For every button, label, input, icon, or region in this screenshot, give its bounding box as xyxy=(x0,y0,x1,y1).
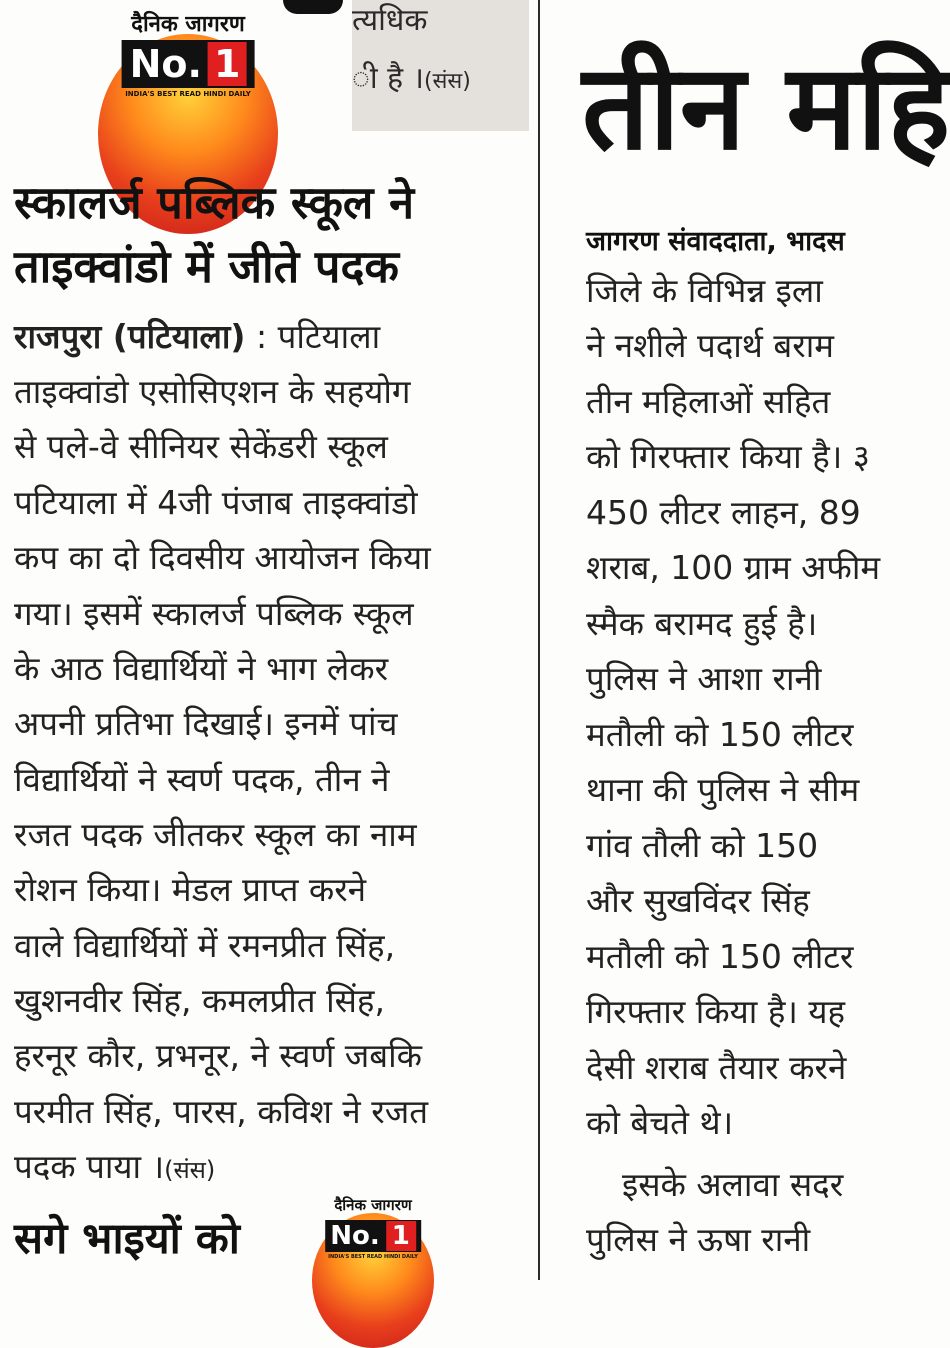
logo-one: 1 xyxy=(208,42,246,86)
right-article-line: को गिरफ्तार किया है। ३ xyxy=(586,437,870,476)
right-article-line: गिरफ्तार किया है। यह xyxy=(586,992,846,1031)
article-credit: (संस) xyxy=(164,1156,216,1184)
left-article-line: राजपुरा (पटियाला) : पटियाला xyxy=(14,317,381,356)
left-article-line: कप का दो दिवसीय आयोजन किया xyxy=(14,538,431,577)
right-article-line: ने नशीले पदार्थ बराम xyxy=(586,326,834,365)
right-article-line: पुलिस ने ऊषा रानी xyxy=(586,1220,811,1259)
cropped-graphic xyxy=(283,0,343,14)
logo-brand: दैनिक जागरण xyxy=(131,12,245,37)
logo-tagline: INDIA'S BEST READ HINDI DAILY xyxy=(125,90,251,98)
right-article-line: को बेचते थे। xyxy=(586,1103,734,1142)
right-article-line: और सुखविंदर सिंह xyxy=(586,881,810,920)
right-article-line: जिले के विभिन्न इला xyxy=(586,271,823,310)
right-article-line: थाना की पुलिस ने सीम xyxy=(586,770,860,809)
right-article-line: शराब, 100 ग्राम अफीम xyxy=(586,548,881,587)
left-article-line: रोशन किया। मेडल प्राप्त करने xyxy=(14,870,367,909)
logo-number-one xyxy=(325,1220,421,1252)
adjacent-article-snippet xyxy=(352,0,529,131)
snippet-credit: (संस) xyxy=(423,69,471,94)
left-article-line: से पले-वे सीनियर सेकेंडरी स्कूल xyxy=(14,427,388,466)
snippet-line: त्यधिक xyxy=(352,3,428,38)
right-article-line: गांव तौली को 150 xyxy=(586,826,819,865)
right-article-line: देसी शराब तैयार करने xyxy=(586,1048,847,1087)
left-article-line: खुशनवीर सिंह, कमलप्रीत सिंह, xyxy=(14,981,385,1020)
left-article-line: हरनूर कौर, प्रभनूर, ने स्वर्ण जबकि xyxy=(14,1036,423,1075)
right-article-line: स्मैक बरामद हुई है। xyxy=(586,604,818,643)
left-article-line: विद्यार्थियों ने स्वर्ण पदक, तीन ने xyxy=(14,760,390,799)
left-article-line: परमीत सिंह, पारस, कविश ने रजत xyxy=(14,1092,429,1131)
left-article-line: ताइक्वांडो एसोसिएशन के सहयोग xyxy=(14,372,411,411)
logo-one: 1 xyxy=(386,1221,416,1251)
right-article-line: 450 लीटर लाहन, 89 xyxy=(586,493,861,532)
left-article-line: वाले विद्यार्थियों में रमनप्रीत सिंह, xyxy=(14,926,396,965)
right-article-line: मतौली को 150 लीटर xyxy=(586,715,854,754)
logo-no: No. xyxy=(330,1221,380,1251)
logo-number-one xyxy=(122,40,255,88)
dateline: राजपुरा (पटियाला) xyxy=(14,317,246,356)
left-article-line: पटियाला में 4जी पंजाब ताइक्वांडो xyxy=(14,483,418,522)
right-article-line: पुलिस ने आशा रानी xyxy=(586,659,822,698)
left-article-line: रजत पदक जीतकर स्कूल का नाम xyxy=(14,815,417,854)
right-article-byline: जागरण संवाददाता, भादस xyxy=(586,226,845,257)
newspaper-logo xyxy=(98,4,278,134)
logo-tagline: INDIA'S BEST READ HINDI DAILY xyxy=(328,1254,418,1260)
right-article-line: मतौली को 150 लीटर xyxy=(586,937,854,976)
right-article-headline: तीन महि xyxy=(582,38,950,176)
left-article-headline: स्कालर्ज पब्लिक स्कूल ने xyxy=(14,176,415,229)
left-article-line: अपनी प्रतिभा दिखाई। इनमें पांच xyxy=(14,704,398,743)
column-divider xyxy=(538,0,540,1280)
right-article-line: तीन महिलाओं सहित xyxy=(586,382,831,421)
next-article-headline: सगे भाइयों को xyxy=(14,1214,240,1264)
left-article-headline: ताइक्वांडो में जीते पदक xyxy=(14,240,399,293)
snippet-line: ी है ।(संस) xyxy=(352,61,471,96)
newspaper-logo-small xyxy=(312,1193,434,1280)
logo-no: No. xyxy=(129,42,202,86)
left-article-line: पदक पाया ।(संस) xyxy=(14,1147,216,1186)
left-article-line: गया। इसमें स्कालर्ज पब्लिक स्कूल xyxy=(14,594,414,633)
right-article-line: इसके अलावा सदर xyxy=(622,1165,844,1204)
logo-brand: दैनिक जागरण xyxy=(334,1196,412,1214)
left-article-line: के आठ विद्यार्थियों ने भाग लेकर xyxy=(14,649,389,688)
